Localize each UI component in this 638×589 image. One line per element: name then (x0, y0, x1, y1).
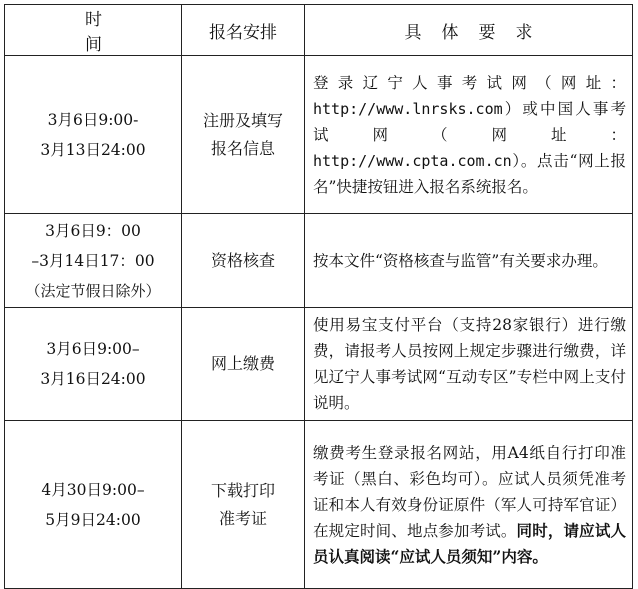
time-line: 3月13日24:00 (40, 140, 146, 159)
table-row (5, 308, 633, 421)
schedule-table (4, 4, 633, 589)
time-line: 3月6日9:00- (47, 110, 139, 129)
time-line: 3月6日9：00 (45, 221, 141, 240)
time-line: 3月16日24:00 (40, 370, 146, 388)
header-requirements: 具体要求 (305, 5, 633, 56)
table-row (5, 56, 633, 214)
header-row (5, 5, 633, 56)
header-step: 报名安排 (182, 5, 305, 56)
req-text: 按本文件“资格核查与监管”有关要求办理。 (313, 251, 608, 270)
req-text: 缴费考生登录报名网站，用A4纸自行打印准考证（黑白、彩色均可）。应试人员须凭准考证和本人有效身份证原件（军人可持军官证）在规定时间、地点参加考试。 (313, 443, 626, 540)
step-line: 资格核查 (210, 250, 275, 270)
req-text: 登录辽宁人事考试网（网址： (313, 73, 626, 92)
step-line: 网上缴费 (210, 354, 275, 373)
time-cell (5, 56, 182, 214)
req-text: ）。点击“网上报名”快捷按钮进入报名系统报名。 (313, 151, 626, 196)
time-cell (5, 214, 182, 308)
time-cell (5, 308, 182, 421)
step-line: 报名信息 (210, 138, 275, 158)
requirements-cell (305, 421, 633, 589)
req-text: ）或中国人事考试网（网址： (313, 99, 626, 144)
requirements-cell (305, 308, 633, 421)
time-line: 5月9日24:00 (45, 510, 141, 529)
req-emphasis: 同时，请应试人员认真阅读“应试人员须知”内容。 (313, 520, 626, 566)
url-link[interactable]: http://www.cpta.com.cn (313, 151, 512, 170)
requirements-cell (305, 214, 633, 308)
time-note: （法定节假日除外） (25, 281, 161, 300)
step-cell (182, 56, 305, 214)
step-cell (182, 421, 305, 589)
table-row (5, 214, 633, 308)
time-cell (5, 421, 182, 589)
step-line: 准考证 (218, 508, 267, 528)
time-line: 4月30日9:00– (41, 480, 145, 499)
step-line: 下载打印 (210, 480, 275, 500)
req-text: 使用易宝支付平台（支持28家银行）进行缴费，请报考人员按网上规定步骤进行缴费，详见辽宁人事考试网“互动专区”专栏中网上支付说明。 (313, 316, 626, 412)
step-cell (182, 214, 305, 308)
url-link[interactable]: http://www.lnrsks.com (313, 99, 503, 118)
step-cell (182, 308, 305, 421)
time-line: 3月6日9:00– (46, 340, 140, 358)
requirements-cell (305, 56, 633, 214)
time-line: –3月14日17：00 (31, 251, 155, 270)
table-row (5, 421, 633, 589)
step-line: 注册及填写 (202, 110, 283, 130)
header-time: 时间 (5, 5, 182, 56)
